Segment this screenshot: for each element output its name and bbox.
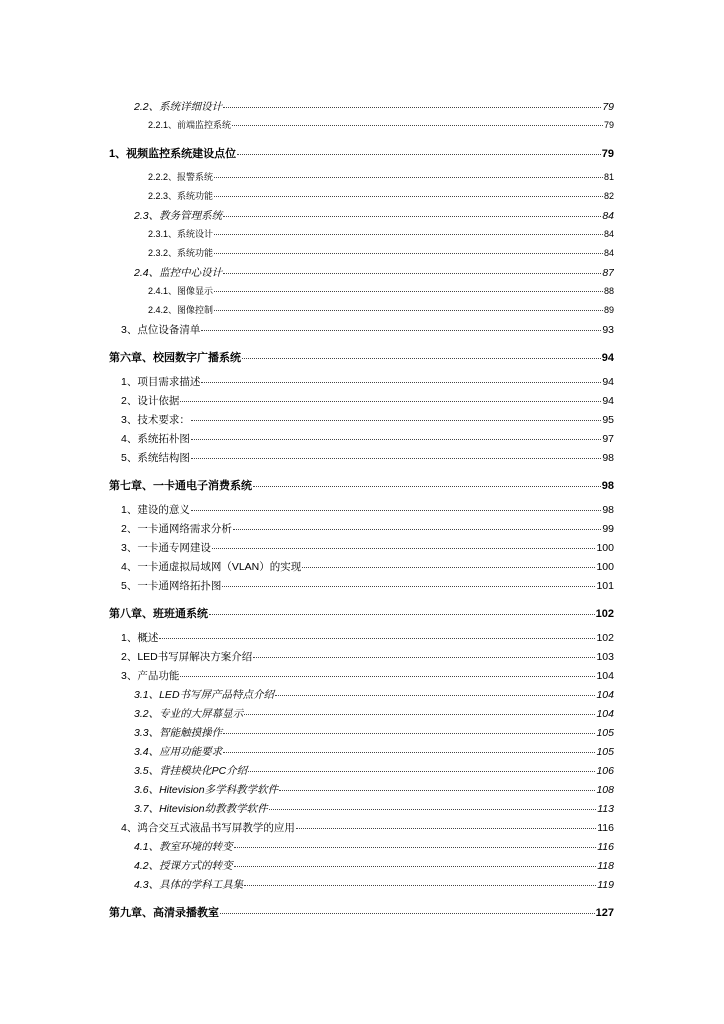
toc-page-number: 113 <box>597 803 614 815</box>
toc-dot-leader <box>232 118 603 126</box>
toc-dot-leader <box>191 412 601 421</box>
toc-dot-leader <box>248 763 595 772</box>
toc-entry[interactable] <box>121 649 614 664</box>
toc-dot-leader <box>191 450 601 459</box>
toc-chapter[interactable] <box>109 349 614 365</box>
toc-entry[interactable] <box>134 208 614 223</box>
toc-page-number: 84 <box>602 210 614 222</box>
toc-dot-leader <box>214 189 603 197</box>
toc-dot-leader <box>191 502 601 511</box>
toc-entry-title: 3、技术要求： <box>121 414 190 426</box>
toc-entry-title: 第七章、一卡通电子消费系统 <box>109 480 252 492</box>
toc-page-number: 87 <box>602 267 614 279</box>
toc-page-number: 98 <box>602 452 614 464</box>
toc-dot-leader <box>201 374 601 383</box>
toc-dot-leader <box>180 393 601 402</box>
toc-entry[interactable] <box>134 839 614 854</box>
toc-entry-title: 2、设计依据 <box>121 395 180 407</box>
toc-entry[interactable] <box>121 502 614 517</box>
toc-entry-title: 5、系统结构图 <box>121 452 190 464</box>
toc-dot-leader <box>214 284 603 292</box>
toc-dot-leader <box>302 559 595 568</box>
toc-page-number: 104 <box>596 670 614 682</box>
toc-dot-leader <box>242 349 601 359</box>
toc-entry-title: 3、一卡通专网建设 <box>121 542 211 554</box>
toc-entry-title: 2.2.2、报警系统 <box>148 172 214 182</box>
toc-dot-leader <box>220 904 595 914</box>
toc-entry[interactable] <box>121 412 614 427</box>
toc-entry-title: 3.7、Hitevision幼教教学软件 <box>134 803 268 815</box>
toc-dot-leader <box>233 521 601 530</box>
toc-dot-leader <box>296 820 596 829</box>
toc-entry-title: 3、点位设备清单 <box>121 324 201 336</box>
toc-page-number: 84 <box>603 229 614 239</box>
toc-dot-leader <box>223 265 601 274</box>
toc-entry-title: 2、LED书写屏解决方案介绍 <box>121 651 253 663</box>
toc-page-number: 84 <box>603 248 614 258</box>
toc-entry-title: 4、一卡通虚拟局域网（VLAN）的实现 <box>121 561 302 573</box>
toc-entry-title: 3.4、应用功能要求 <box>134 746 223 758</box>
toc-entry[interactable] <box>121 540 614 555</box>
toc-page-number: 105 <box>596 746 614 758</box>
toc-entry[interactable] <box>134 763 614 778</box>
toc-dot-leader <box>201 322 601 331</box>
toc-dot-leader <box>275 687 595 696</box>
toc-entry-title: 第六章、校园数字广播系统 <box>109 352 241 364</box>
toc-dot-leader <box>214 227 603 235</box>
toc-dot-leader <box>253 477 601 487</box>
toc-page-number: 102 <box>595 608 614 620</box>
toc-dot-leader <box>223 744 595 753</box>
toc-entry-title: 第九章、高清录播教室 <box>109 907 219 919</box>
toc-entry[interactable] <box>148 227 614 240</box>
toc-page-number: 118 <box>597 860 614 872</box>
toc-entry[interactable] <box>134 801 614 816</box>
toc-dot-leader <box>212 540 596 549</box>
toc-entry[interactable] <box>148 303 614 316</box>
toc-entry[interactable] <box>148 284 614 297</box>
toc-dot-leader <box>223 725 595 734</box>
toc-entry[interactable] <box>121 820 614 835</box>
toc-entry[interactable] <box>121 521 614 536</box>
toc-dot-leader <box>234 839 597 848</box>
toc-page-number: 119 <box>597 879 614 891</box>
toc-page-number: 100 <box>596 561 614 573</box>
toc-page-number: 79 <box>601 148 614 160</box>
toc-entry-title: 2.3.1、系统设计 <box>148 229 214 239</box>
toc-page-number: 104 <box>596 708 614 720</box>
toc-entry[interactable] <box>121 374 614 389</box>
toc-entry[interactable] <box>134 744 614 759</box>
toc-page-number: 98 <box>602 504 614 516</box>
toc-entry[interactable] <box>121 431 614 446</box>
toc-entry-title: 1、视频监控系统建设点位 <box>109 148 237 160</box>
toc-entry[interactable] <box>134 877 614 892</box>
toc-page-number: 82 <box>603 191 614 201</box>
toc-entry-title: 2.4.1、图像显示 <box>148 286 214 296</box>
toc-entry-title: 2.3.2、系统功能 <box>148 248 214 258</box>
toc-entry-title: 1、概述 <box>121 632 159 644</box>
toc-page-number: 79 <box>602 101 614 113</box>
toc-entry-title: 3.1、LED书写屏产品特点介绍 <box>134 689 275 701</box>
toc-entry[interactable] <box>134 99 614 114</box>
toc-page-number: 116 <box>597 822 614 834</box>
toc-entry[interactable] <box>134 265 614 280</box>
toc-entry-title: 2.4、监控中心设计 <box>134 267 223 279</box>
toc-entry[interactable] <box>121 322 614 337</box>
toc-entry[interactable] <box>134 706 614 721</box>
toc-dot-leader <box>159 630 595 639</box>
toc-entry-title: 3.2、专业的大屏幕显示 <box>134 708 244 720</box>
toc-dot-leader <box>209 605 595 615</box>
toc-dot-leader <box>269 801 597 810</box>
toc-page-number: 81 <box>603 172 614 182</box>
toc-dot-leader <box>244 706 595 715</box>
toc-entry[interactable] <box>134 725 614 740</box>
toc-page-number: 99 <box>602 523 614 535</box>
toc-page-number: 94 <box>601 352 614 364</box>
toc-entry-title: 4.1、教室环境的转变 <box>134 841 233 853</box>
toc-page-number: 79 <box>603 120 614 130</box>
toc-dot-leader <box>214 303 603 311</box>
toc-dot-leader <box>214 246 603 254</box>
toc-page-number: 93 <box>602 324 614 336</box>
toc-entry-title: 4、鸿合交互式液晶书写屏教学的应用 <box>121 822 295 834</box>
toc-entry-title: 2.2.1、前端监控系统 <box>148 120 232 130</box>
toc-page-number: 100 <box>596 542 614 554</box>
toc-dot-leader <box>253 649 595 658</box>
toc-chapter[interactable] <box>109 145 614 161</box>
toc-entry[interactable] <box>121 668 614 683</box>
toc-dot-leader <box>279 782 595 791</box>
toc-entry-title: 3.3、智能触摸操作 <box>134 727 223 739</box>
toc-dot-leader <box>191 431 601 440</box>
toc-entry-title: 1、项目需求描述 <box>121 376 201 388</box>
toc-page-number: 98 <box>601 480 614 492</box>
toc-entry-title: 3、产品功能 <box>121 670 180 682</box>
toc-page-number: 127 <box>595 907 614 919</box>
toc-dot-leader <box>223 99 601 108</box>
toc-dot-leader <box>237 145 601 155</box>
toc-entry[interactable] <box>121 393 614 408</box>
toc-entry-title: 4.3、具体的学科工具集 <box>134 879 244 891</box>
toc-entry[interactable] <box>148 170 614 183</box>
toc-dot-leader <box>234 858 597 867</box>
toc-chapter[interactable] <box>109 477 614 493</box>
toc-entry-title: 4、系统拓朴图 <box>121 433 190 445</box>
toc-entry-title: 5、一卡通网络拓扑图 <box>121 580 222 592</box>
toc-entry[interactable] <box>148 118 614 131</box>
toc-page-number: 89 <box>603 305 614 315</box>
toc-entry[interactable] <box>121 450 614 465</box>
toc-page-number: 116 <box>597 841 614 853</box>
toc-dot-leader <box>223 208 601 217</box>
toc-page-number: 104 <box>596 689 614 701</box>
toc-page-number: 105 <box>596 727 614 739</box>
toc-page-number: 102 <box>596 632 614 644</box>
toc-entry-title: 4.2、授课方式的转变 <box>134 860 233 872</box>
toc-page-number: 106 <box>596 765 614 777</box>
toc-entry[interactable] <box>134 687 614 702</box>
toc-entry[interactable] <box>121 559 614 574</box>
toc-page-number: 101 <box>596 580 614 592</box>
toc-page-number: 94 <box>602 376 614 388</box>
toc-chapter[interactable] <box>109 605 614 621</box>
toc-dot-leader <box>214 170 603 178</box>
toc-entry[interactable] <box>148 246 614 259</box>
toc-page-number: 94 <box>602 395 614 407</box>
toc-entry-title: 2.2、系统详细设计 <box>134 101 223 113</box>
toc-page-number: 97 <box>602 433 614 445</box>
toc-entry-title: 2、一卡通网络需求分析 <box>121 523 232 535</box>
toc-entry-title: 3.5、背挂模块化PC介绍 <box>134 765 248 777</box>
toc-entry[interactable] <box>121 630 614 645</box>
toc-dot-leader <box>180 668 595 677</box>
toc-entry[interactable] <box>134 782 614 797</box>
toc-dot-leader <box>244 877 596 886</box>
toc-entry-title: 2.4.2、图像控制 <box>148 305 214 315</box>
toc-entry-title: 第八章、班班通系统 <box>109 608 208 620</box>
toc-chapter[interactable] <box>109 904 614 920</box>
toc-dot-leader <box>222 578 595 587</box>
toc-page-number: 88 <box>603 286 614 296</box>
toc-entry-title: 3.6、Hitevision多学科教学软件 <box>134 784 279 796</box>
toc-entry[interactable] <box>148 189 614 202</box>
toc-page-number: 103 <box>596 651 614 663</box>
toc-entry-title: 1、建设的意义 <box>121 504 190 516</box>
toc-page-number: 95 <box>602 414 614 426</box>
toc-entry[interactable] <box>121 578 614 593</box>
toc-page-number: 108 <box>596 784 614 796</box>
toc-entry-title: 2.2.3、系统功能 <box>148 191 214 201</box>
toc-entry[interactable] <box>134 858 614 873</box>
toc-entry-title: 2.3、教务管理系统 <box>134 210 223 222</box>
